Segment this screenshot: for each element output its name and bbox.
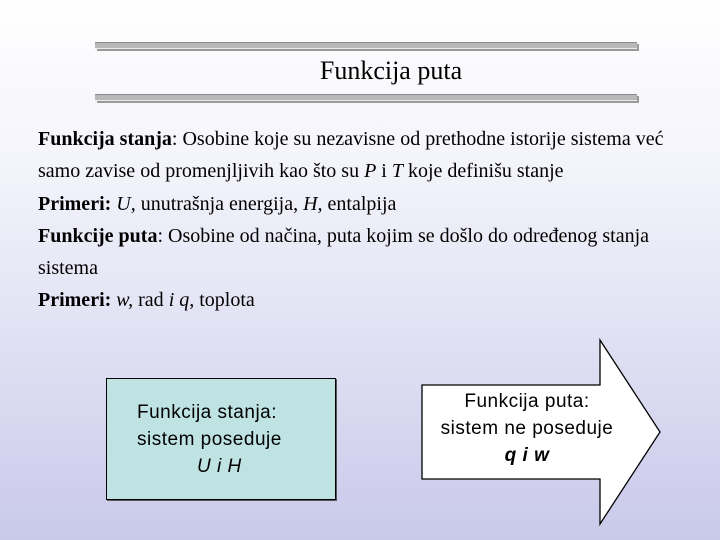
text-segment: koje definišu stanje xyxy=(402,160,564,183)
text-segment: entalpija xyxy=(322,192,397,215)
text-segment: i xyxy=(376,160,392,183)
term-path-function: Funkcije puta xyxy=(38,224,158,247)
text-segment: : Osobine koje su nezavisne od prethodne istorije sistema već samo zavise od promenjljivih kao što su xyxy=(38,128,664,183)
arrow-label xyxy=(422,388,632,469)
text-segment: toplota xyxy=(194,289,255,312)
paragraph-examples-state xyxy=(38,188,688,220)
variable-w: w, xyxy=(116,289,134,312)
arrow-line-2: sistem ne poseduje xyxy=(440,418,614,439)
title-rule-top xyxy=(95,42,637,49)
paragraph-state-function xyxy=(38,123,688,188)
slide-body xyxy=(38,123,688,317)
text-segment: : Osobine od načina, puta kojim se došlo do određenog stanja sistema xyxy=(38,224,650,280)
box-line-1: Funkcija stanja: xyxy=(137,402,278,423)
arrow-line-3: q i w xyxy=(504,445,550,466)
arrow-line-1: Funkcija puta: xyxy=(464,391,590,412)
page-title: Funkcija puta xyxy=(319,56,463,85)
examples-label: Primeri: xyxy=(38,192,112,215)
variable-t: T xyxy=(391,160,403,183)
variable-q: i q, xyxy=(168,289,195,312)
box-line-2: sistem poseduje xyxy=(137,429,282,450)
variable-u: U, xyxy=(116,192,136,215)
state-function-box xyxy=(106,378,336,500)
text-segment: unutrašnja energija, xyxy=(135,192,304,215)
examples-label: Primeri: xyxy=(38,289,112,312)
box-line-3: U i H xyxy=(197,456,242,477)
term-state-function: Funkcija stanja xyxy=(38,128,172,150)
paragraph-path-function xyxy=(38,220,688,285)
paragraph-examples-path xyxy=(38,284,688,316)
variable-h: H, xyxy=(303,192,323,215)
variable-p: P xyxy=(364,160,377,183)
title-rule-bottom xyxy=(95,94,637,101)
text-segment: rad xyxy=(133,289,169,312)
